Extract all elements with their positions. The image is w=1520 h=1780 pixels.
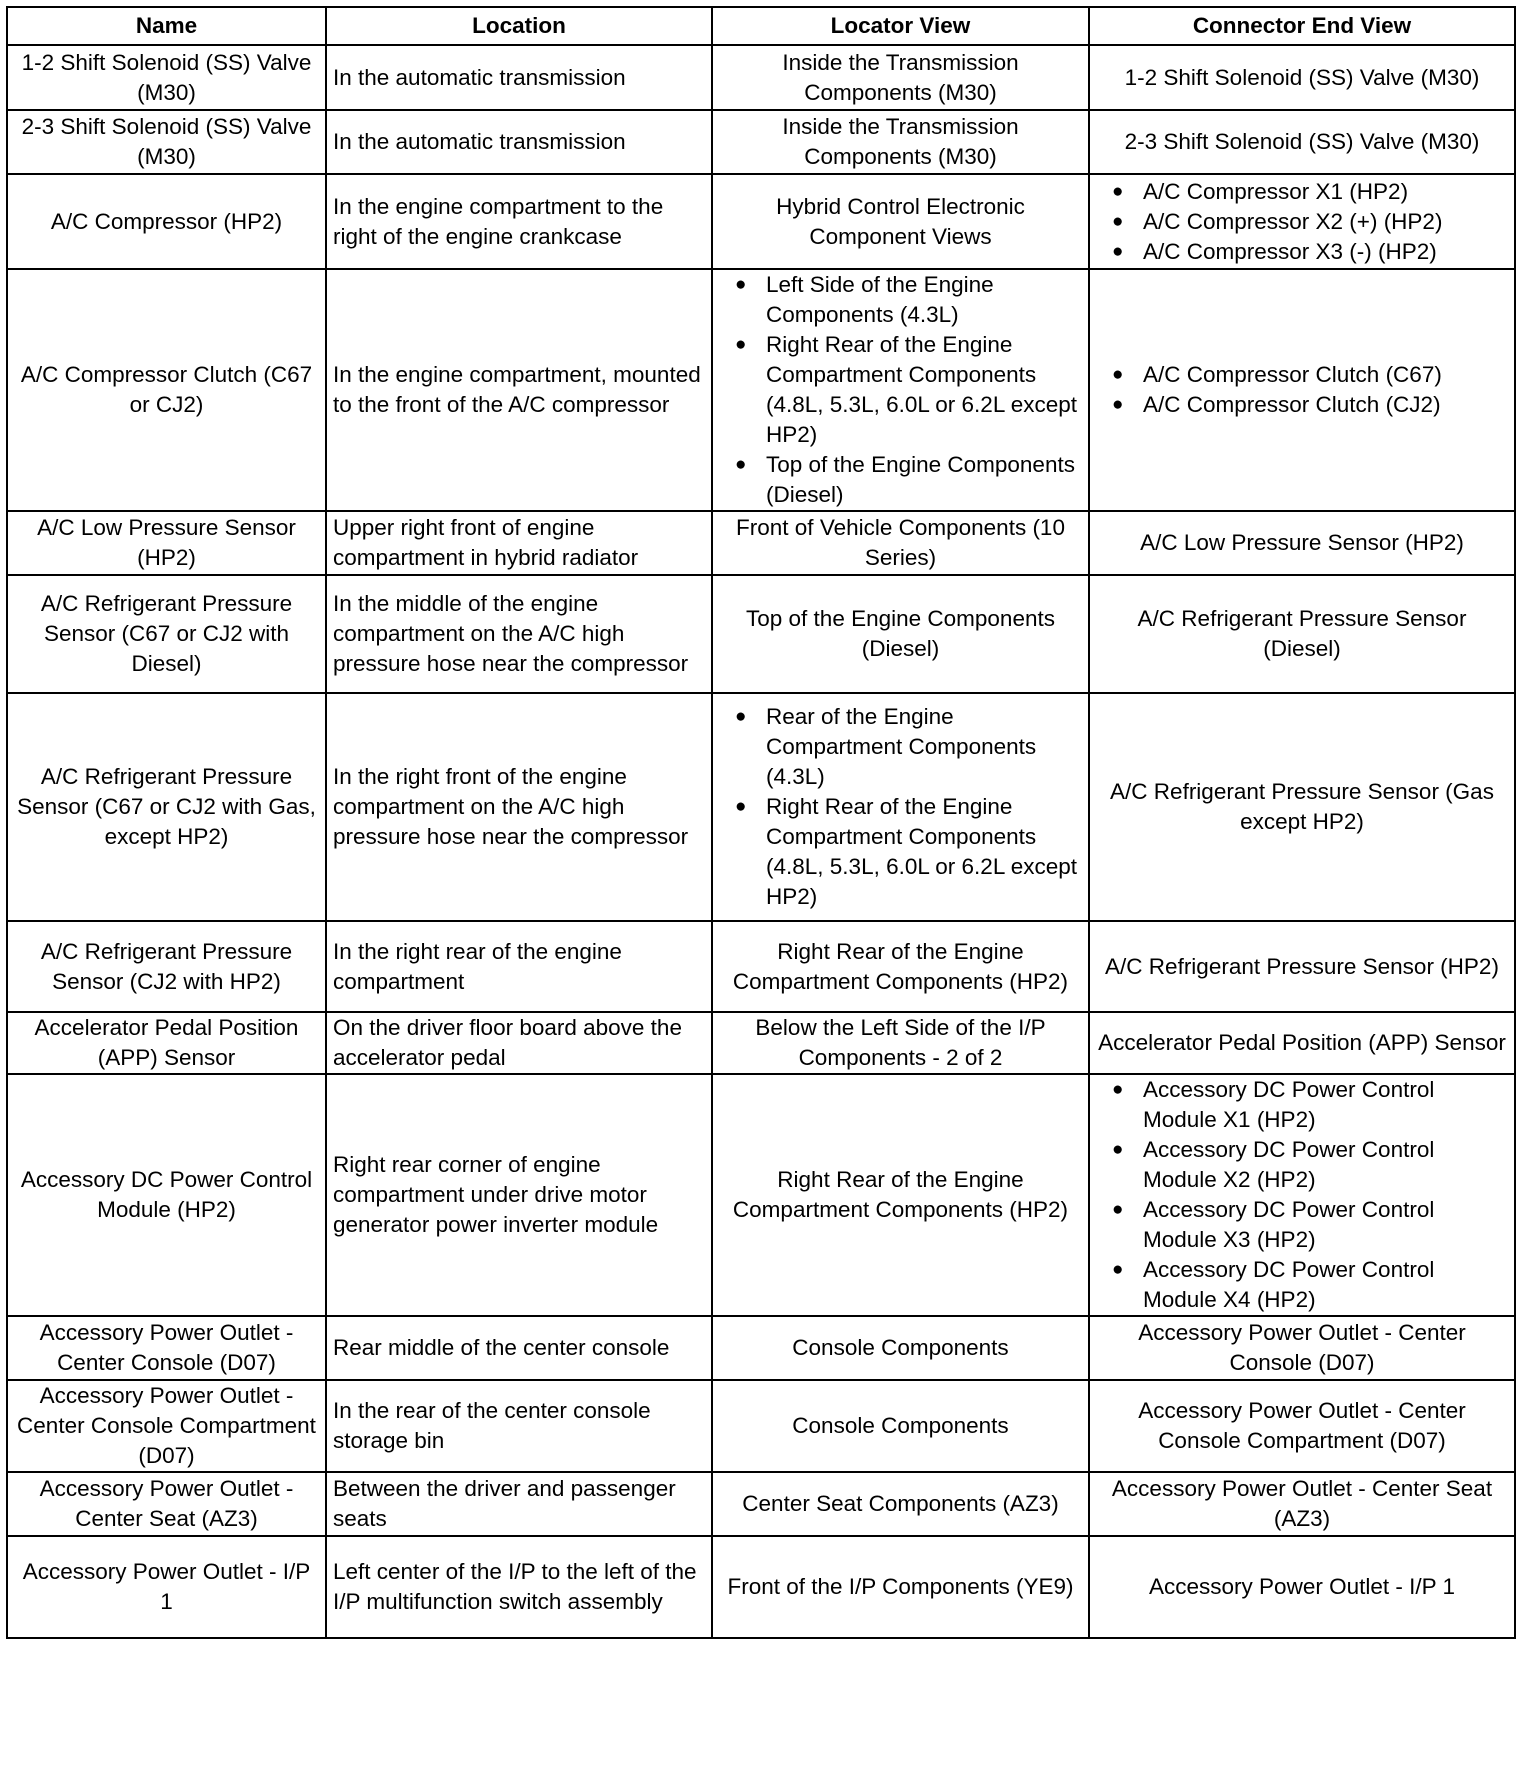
table-row [7, 1536, 1515, 1638]
cell-locator-view: Below the Left Side of the I/P Components - 2 of 2 [712, 1012, 1089, 1074]
cell-location: In the engine compartment to the right of the engine crankcase [326, 174, 712, 269]
cell-location: Upper right front of engine compartment in hybrid radiator [326, 511, 712, 575]
column-header-locator-view: Locator View [712, 7, 1089, 45]
cell-locator-view: Hybrid Control Electronic Component Views [712, 174, 1089, 269]
cell-location: In the right front of the engine compartment on the A/C high pressure hose near the compressor [326, 693, 712, 921]
column-header-location: Location [326, 7, 712, 45]
cell-connector-end-view: Accessory Power Outlet - Center Seat (AZ3) [1089, 1472, 1515, 1536]
bullet-list [1112, 1075, 1508, 1315]
cell-location: In the automatic transmission [326, 110, 712, 174]
cell-name: Accessory Power Outlet - Center Seat (AZ3) [7, 1472, 326, 1536]
cell-location: Between the driver and passenger seats [326, 1472, 712, 1536]
bullet-item: ● A/C Compressor X3 (-) (HP2) [1112, 237, 1508, 267]
cell-location: In the engine compartment, mounted to the front of the A/C compressor [326, 269, 712, 511]
cell-connector-end-view: Accessory Power Outlet - I/P 1 [1089, 1536, 1515, 1638]
cell-location: Left center of the I/P to the left of the I/P multifunction switch assembly [326, 1536, 712, 1638]
table-row [7, 921, 1515, 1012]
cell-connector-end-view: Accessory Power Outlet - Center Console Compartment (D07) [1089, 1380, 1515, 1472]
bullet-item: ● Left Side of the Engine Components (4.3L) [735, 270, 1082, 330]
cell-connector-end-view: 1-2 Shift Solenoid (SS) Valve (M30) [1089, 45, 1515, 110]
cell-locator-view: Inside the Transmission Components (M30) [712, 45, 1089, 110]
cell-name: A/C Refrigerant Pressure Sensor (C67 or CJ2 with Diesel) [7, 575, 326, 693]
table-row [7, 575, 1515, 693]
cell-locator-view: Right Rear of the Engine Compartment Components (HP2) [712, 921, 1089, 1012]
cell-locator-view: Top of the Engine Components (Diesel) [712, 575, 1089, 693]
cell-name: Accessory Power Outlet - I/P 1 [7, 1536, 326, 1638]
cell-locator-view: Center Seat Components (AZ3) [712, 1472, 1089, 1536]
cell-location: In the middle of the engine compartment on the A/C high pressure hose near the compressor [326, 575, 712, 693]
cell-name: A/C Refrigerant Pressure Sensor (C67 or CJ2 with Gas, except HP2) [7, 693, 326, 921]
cell-locator-view: Inside the Transmission Components (M30) [712, 110, 1089, 174]
bullet-item: ● A/C Compressor X2 (+) (HP2) [1112, 207, 1508, 237]
bullet-list [735, 270, 1082, 510]
cell-connector-end-view: Accessory Power Outlet - Center Console (D07) [1089, 1316, 1515, 1380]
cell-name: Accessory Power Outlet - Center Console (D07) [7, 1316, 326, 1380]
table-row [7, 1074, 1515, 1316]
component-locator-table [6, 6, 1516, 1639]
cell-locator-view: Right Rear of the Engine Compartment Components (HP2) [712, 1074, 1089, 1316]
table-row [7, 174, 1515, 269]
cell-name: A/C Compressor Clutch (C67 or CJ2) [7, 269, 326, 511]
cell-connector-end-view: 2-3 Shift Solenoid (SS) Valve (M30) [1089, 110, 1515, 174]
cell-name: Accessory Power Outlet - Center Console Compartment (D07) [7, 1380, 326, 1472]
cell-connector-end-view: Accelerator Pedal Position (APP) Sensor [1089, 1012, 1515, 1074]
table-row [7, 110, 1515, 174]
table-row [7, 1380, 1515, 1472]
table-row [7, 693, 1515, 921]
cell-locator-view [712, 269, 1089, 511]
cell-locator-view [712, 693, 1089, 921]
bullet-item: ● Top of the Engine Components (Diesel) [735, 450, 1082, 510]
cell-name: Accelerator Pedal Position (APP) Sensor [7, 1012, 326, 1074]
table-row [7, 1012, 1515, 1074]
table-row [7, 45, 1515, 110]
table-row [7, 1316, 1515, 1380]
cell-location: On the driver floor board above the accelerator pedal [326, 1012, 712, 1074]
cell-connector-end-view: A/C Refrigerant Pressure Sensor (Diesel) [1089, 575, 1515, 693]
cell-connector-end-view [1089, 269, 1515, 511]
cell-location: In the automatic transmission [326, 45, 712, 110]
table-row [7, 269, 1515, 511]
cell-locator-view: Console Components [712, 1316, 1089, 1380]
header-row [7, 7, 1515, 45]
bullet-item: ● A/C Compressor Clutch (C67) [1112, 360, 1508, 390]
cell-location: Rear middle of the center console [326, 1316, 712, 1380]
cell-name: 1-2 Shift Solenoid (SS) Valve (M30) [7, 45, 326, 110]
cell-location: In the right rear of the engine compartment [326, 921, 712, 1012]
cell-name: A/C Low Pressure Sensor (HP2) [7, 511, 326, 575]
cell-connector-end-view [1089, 1074, 1515, 1316]
table-body [7, 45, 1515, 1638]
cell-name: A/C Compressor (HP2) [7, 174, 326, 269]
bullet-item: ● Accessory DC Power Control Module X3 (HP2) [1112, 1195, 1508, 1255]
bullet-item: ● Rear of the Engine Compartment Components (4.3L) [735, 702, 1082, 792]
cell-connector-end-view: A/C Refrigerant Pressure Sensor (Gas except HP2) [1089, 693, 1515, 921]
cell-locator-view: Front of Vehicle Components (10 Series) [712, 511, 1089, 575]
bullet-item: ● Right Rear of the Engine Compartment Components (4.8L, 5.3L, 6.0L or 6.2L except HP2) [735, 792, 1082, 912]
column-header-name: Name [7, 7, 326, 45]
cell-connector-end-view [1089, 174, 1515, 269]
cell-connector-end-view: A/C Low Pressure Sensor (HP2) [1089, 511, 1515, 575]
cell-locator-view: Console Components [712, 1380, 1089, 1472]
table-row [7, 1472, 1515, 1536]
bullet-list [735, 702, 1082, 912]
bullet-item: ● Accessory DC Power Control Module X2 (HP2) [1112, 1135, 1508, 1195]
cell-name: A/C Refrigerant Pressure Sensor (CJ2 with HP2) [7, 921, 326, 1012]
cell-name: 2-3 Shift Solenoid (SS) Valve (M30) [7, 110, 326, 174]
column-header-connector-end-view: Connector End View [1089, 7, 1515, 45]
bullet-item: ● Right Rear of the Engine Compartment Components (4.8L, 5.3L, 6.0L or 6.2L except HP2) [735, 330, 1082, 450]
bullet-item: ● Accessory DC Power Control Module X1 (HP2) [1112, 1075, 1508, 1135]
bullet-list [1112, 360, 1508, 420]
cell-connector-end-view: A/C Refrigerant Pressure Sensor (HP2) [1089, 921, 1515, 1012]
bullet-list [1112, 177, 1508, 267]
cell-location: Right rear corner of engine compartment under drive motor generator power inverter module [326, 1074, 712, 1316]
table-row [7, 511, 1515, 575]
bullet-item: ● A/C Compressor Clutch (CJ2) [1112, 390, 1508, 420]
cell-location: In the rear of the center console storage bin [326, 1380, 712, 1472]
cell-locator-view: Front of the I/P Components (YE9) [712, 1536, 1089, 1638]
bullet-item: ● A/C Compressor X1 (HP2) [1112, 177, 1508, 207]
bullet-item: ● Accessory DC Power Control Module X4 (HP2) [1112, 1255, 1508, 1315]
cell-name: Accessory DC Power Control Module (HP2) [7, 1074, 326, 1316]
